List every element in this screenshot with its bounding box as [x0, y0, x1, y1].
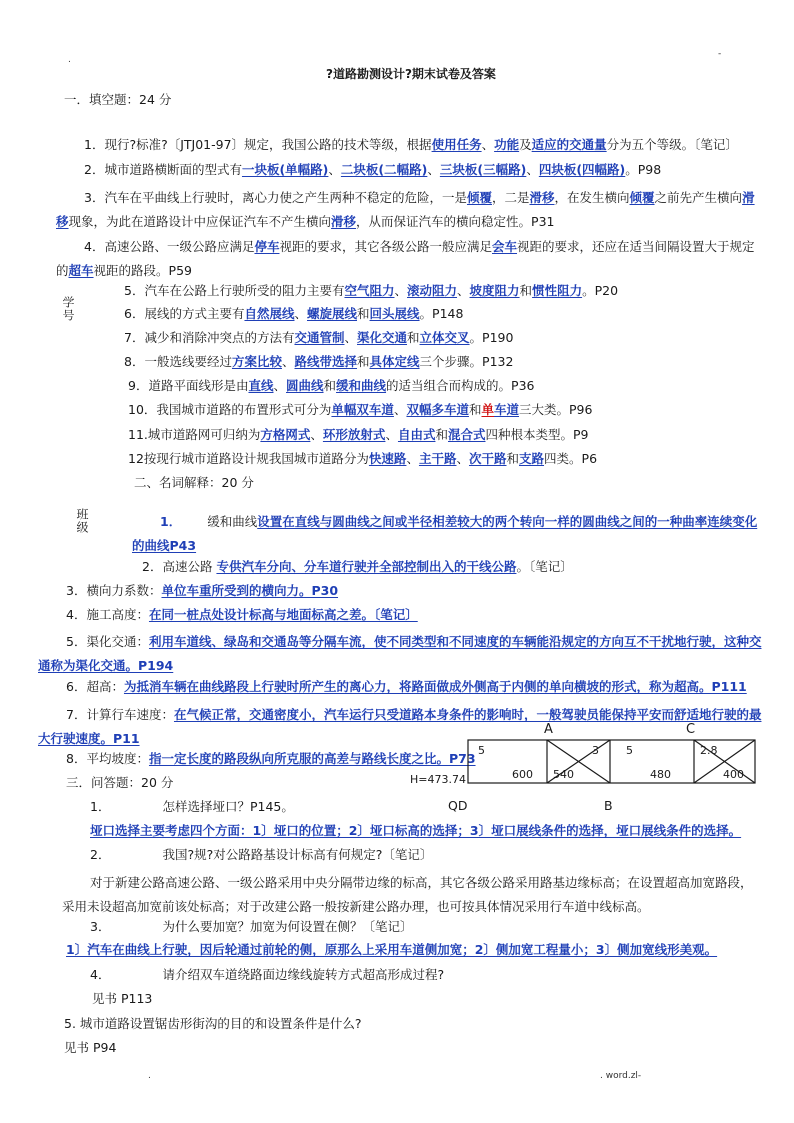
question-11: 11.城市道路网可归纳为方格网式、环形放射式、自由式和混合式四种根本类型。P9 — [128, 427, 589, 442]
definition-6: 6．超高：为抵消车辆在曲线路段上行驶时所产生的离心力，将路面做成外侧高于内侧的单向横坡的形式，称为超高。P111 — [66, 679, 747, 694]
definition-5: 5．渠化交通：利用车道线、绿岛和交通岛等分隔车流，使不同类型和不同速度的车辆能沿规定的方向互不干扰地行驶，这种交通称为渠化交通。P194 — [38, 634, 762, 673]
figure-bottom-1: 600 — [512, 768, 533, 781]
qa-4-answer: 见书 P113 — [92, 991, 153, 1006]
route-figure — [408, 720, 768, 790]
question-4: 4．高速公路、一级公路应满足停车视距的要求，其它各级公路一般应满足会车视距的要求，还应在适当间隔设置大于规定的超车视距的路段。P59 — [56, 239, 755, 278]
section-heading-definitions: 二、名词解释：20 分 — [134, 475, 254, 490]
figure-label-qd: QD — [448, 798, 468, 813]
figure-top-4: 2.8 — [700, 744, 718, 757]
qa-1-answer: 垭口选择主要考虑四个方面：1〕垭口的位置；2〕垭口标高的选择；3〕垭口展线条件的选择，垭口展线条件的选择。 — [90, 823, 742, 838]
corner-dash: - — [718, 49, 722, 59]
question-8: 8．一般选线要经过方案比较、路线带选择和具体定线三个步骤。P132 — [124, 354, 514, 369]
footer-text: . word.zl- — [600, 1071, 642, 1081]
qa-2-answer: 对于新建公路高速公路、一级公路采用中央分隔带边缘的标高，其它各级公路采用路基边缘标高；在设置超高加宽路段，采用未设超高加宽前该处标高；对于改建公路一般按新建公路办理，也可按具体情况采用行车道中线标高。 — [62, 875, 753, 914]
definition-7: 7．计算行车速度：在气候正常，交通密度小，汽车运行只受道路本身条件的影响时，一般驾驶员能保持平安而舒适地行驶的最大行驶速度。P11 — [38, 707, 762, 746]
definition-1: 1． 缓和曲线设置在直线与圆曲线之间或半径相差较大的两个转向一样的圆曲线之间的一种曲率连续变化的曲线P43 — [132, 514, 758, 553]
figure-top-1: 5 — [478, 744, 485, 757]
definition-4: 4．施工高度：在同一桩点处设计标高与地面标高之差。〔笔记〕 — [66, 607, 418, 622]
question-2: 2．城市道路横断面的型式有一块板(单幅路)、二块板(二幅路)、三块板(三幅路)、四块板(四幅路)。P98 — [84, 162, 662, 177]
question-7: 7．减少和消除冲突点的方法有交通管制、渠化交通和立体交叉。P190 — [124, 330, 514, 345]
figure-bottom-3: 480 — [650, 768, 671, 781]
figure-label-a: A — [544, 722, 553, 737]
question-5: 5．汽车在公路上行驶所受的阻力主要有空气阻力、滚动阻力、坡度阻力和惯性阻力。P20 — [124, 283, 619, 298]
footer-dot: . — [148, 1071, 151, 1081]
corner-dot: . — [68, 55, 71, 65]
qa-2: 2． 我国?规?对公路路基设计标高有何规定?〔笔记〕 — [90, 847, 433, 862]
figure-bottom-2: 540 — [553, 768, 574, 781]
question-6: 6．展线的方式主要有自然展线、螺旋展线和回头展线。P148 — [124, 306, 464, 321]
qa-5: 5. 城市道路设置锯齿形街沟的目的和设置条件是什么? — [64, 1016, 362, 1031]
qa-1: 1． 怎样选择垭口？P145。 — [90, 799, 294, 814]
figure-h-label: H=473.74 — [410, 773, 466, 786]
qa-4: 4． 请介绍双车道绕路面边缘线旋转方式超高形成过程? — [90, 967, 445, 982]
question-10: 10．我国城市道路的布置形式可分为单幅双车道、双幅多车道和单车道三大类。P96 — [128, 402, 593, 417]
figure-label-c: C — [686, 722, 696, 737]
qa-3-answer: 1〕汽车在曲线上行驶，因后轮通过前轮的侧，原那么上采用车道侧加宽；2〕侧加宽工程量小；3〕侧加宽线形美观。 — [66, 942, 718, 957]
figure-bottom-4: 400 — [723, 768, 744, 781]
question-12: 12按现行城市道路设计规我国城市道路分为快速路、主干路、次干路和支路四类。P6 — [128, 451, 598, 466]
side-label-student-id: 学号 — [61, 296, 75, 322]
qa-5-answer: 见书 P94 — [64, 1040, 117, 1055]
question-9: 9．道路平面线形是由直线、圆曲线和缓和曲线的适当组合而构成的。P36 — [128, 378, 535, 393]
definition-2: 2．高速公路 专供汽车分向、分车道行驶并全部控制出入的干线公路。〔笔记〕 — [142, 559, 573, 574]
definition-8: 8．平均坡度：指一定长度的路段纵向所克服的高差与路线长度之比。P73 — [66, 751, 476, 766]
qa-3: 3． 为什么要加宽？加宽为何设置在侧？〔笔记〕 — [90, 919, 413, 934]
figure-label-b: B — [604, 798, 613, 813]
section-heading-qa: 三．问答题：20 分 — [66, 775, 174, 790]
section-heading-fill-blank: 一．填空题：24 分 — [64, 92, 172, 107]
definition-3: 3．横向力系数：单位车重所受到的横向力。P30 — [66, 583, 339, 598]
figure-top-3: 5 — [626, 744, 633, 757]
question-1: 1．现行?标准?〔JTJ01-97〕规定，我国公路的技术等级，根据使用任务、功能及适应的交通量分为五个等级。〔笔记〕 — [84, 137, 738, 152]
figure-top-2: 3 — [592, 744, 599, 757]
page-title: ?道路勘测设计?期末试卷及答案 — [326, 67, 496, 81]
question-3: 3．汽车在平曲线上行驶时，离心力使之产生两种不稳定的危险，一是倾覆，二是滑移，在发生横向倾覆之前先产生横向滑移现象，为此在道路设计中应保证汽车不产生横向滑移，从而保证汽车的横向稳定性。P31 — [56, 190, 755, 229]
side-label-class: 班级 — [75, 508, 89, 534]
